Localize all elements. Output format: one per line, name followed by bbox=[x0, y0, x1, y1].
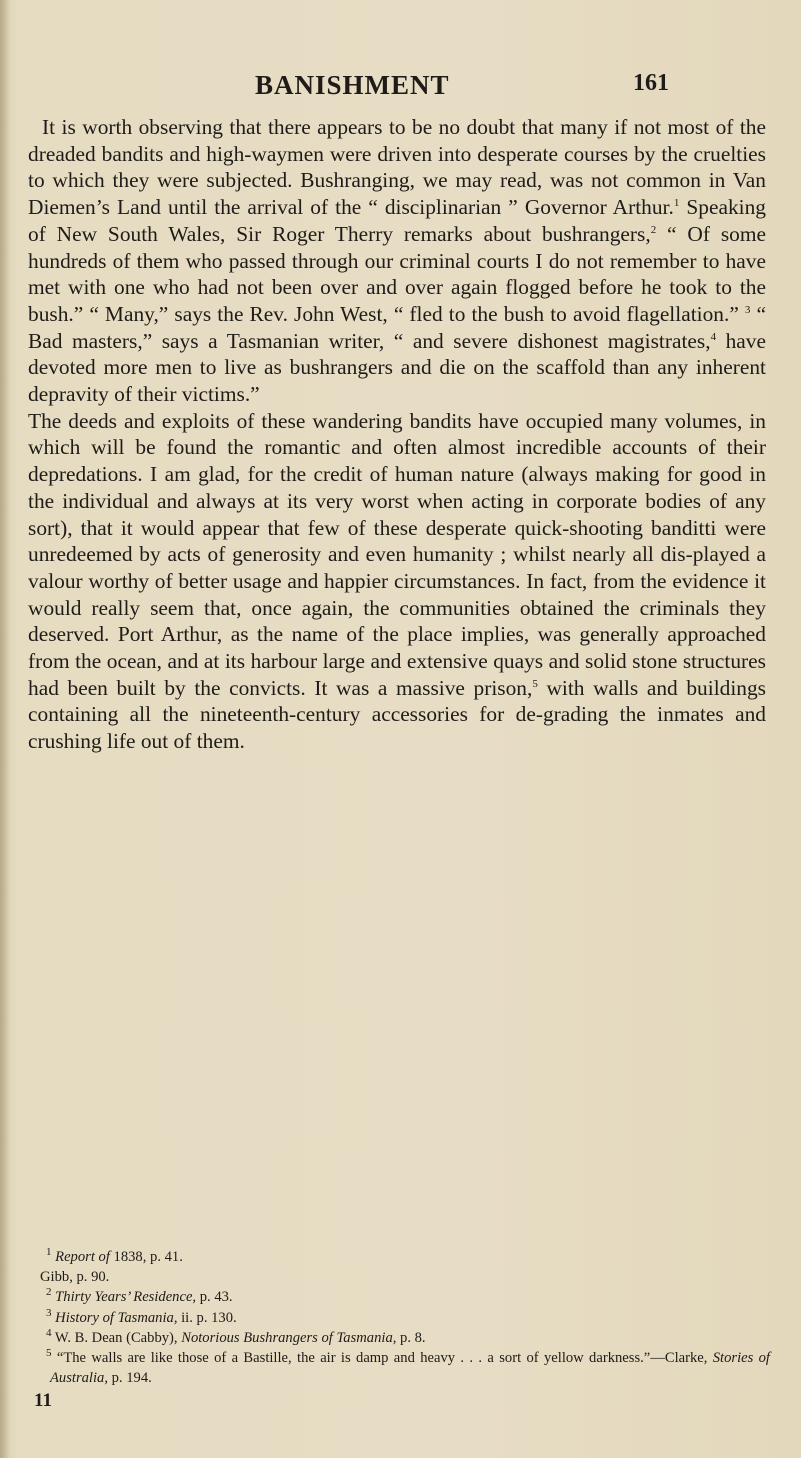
footnote-text: ii. p. 130. bbox=[177, 1309, 237, 1326]
text-run: “ Bad masters,” says a Tasmanian writer, “ and severe dishonest magistrates, bbox=[28, 301, 766, 353]
text-run: have devoted more men to live as bushrangers and die on the scaffold than any inherent depravity of their victims.” bbox=[28, 328, 766, 407]
text-run: “ Of some hundreds of them who passed through our criminal courts I do not remember to have met with one who had not been over and over again flogged before he took to the bush.” “ Many,” says the Rev. John West, “ fled to the bush to avoid flagellation.” bbox=[28, 221, 766, 326]
running-head bbox=[0, 70, 801, 110]
footnote-text: History of Tasmania, bbox=[55, 1309, 178, 1326]
footnote-mark: 4 bbox=[46, 1326, 52, 1339]
text-run: Speaking of New South Wales, Sir Roger Therry remarks about bushrangers, bbox=[28, 195, 766, 246]
text-run: with walls and buildings containing all the nineteenth-century accessories for de-grading the inmates and crushing life out of them. bbox=[28, 675, 766, 754]
footnote bbox=[30, 1348, 770, 1388]
page-number: 161 bbox=[633, 70, 669, 96]
paragraph bbox=[28, 114, 766, 408]
footnote-text: 1838, p. 41. bbox=[109, 1249, 183, 1265]
footnote-ref: 3 bbox=[744, 303, 751, 316]
footnote-mark: 2 bbox=[46, 1286, 52, 1299]
footnote bbox=[30, 1308, 770, 1328]
signature-mark: 11 bbox=[34, 1390, 52, 1412]
footnote-text: Stories of Australia, bbox=[50, 1350, 770, 1387]
footnote-ref: 4 bbox=[710, 330, 717, 343]
footnote bbox=[30, 1287, 770, 1307]
body-text bbox=[28, 114, 766, 755]
footnote-text: Report of bbox=[55, 1249, 110, 1265]
footnote-text: W. B. Dean (Cabby), bbox=[54, 1329, 182, 1346]
footnote-ref: 2 bbox=[650, 223, 657, 236]
footnote-mark: 1 bbox=[46, 1246, 52, 1259]
footnote-text: p. 8. bbox=[396, 1329, 426, 1346]
footnotes bbox=[30, 1247, 770, 1388]
paragraph bbox=[28, 408, 766, 755]
footnote-continuation: Gibb, p. 90. bbox=[40, 1269, 110, 1286]
footnote-ref: 5 bbox=[532, 677, 538, 690]
footnote-text: Thirty Years’ Residence, bbox=[55, 1289, 197, 1306]
footnote-mark: 5 bbox=[46, 1347, 52, 1360]
gutter-shadow bbox=[0, 0, 10, 1458]
footnote-text: p. 43. bbox=[196, 1289, 233, 1306]
footnote-mark: 3 bbox=[46, 1306, 52, 1319]
text-run: The deeds and exploits of these wandering bandits have occupied many volumes, in which will be found the romantic and often almost incredible accounts of their depredations. I am glad, for the credit of human nature (always making for good in the individual and always at its very worst when acting in corporate bodies of any sort), that it would appear that few of these desperate quick-shooting banditti were unredeemed by acts of generosity and even humanity ; whilst nearly all dis-played a valour worthy of better usage and happier circumstances. In fact, from the evidence it would really seem that, once again, the communities obtained the criminals they deserved. Port Arthur, as the name of the place implies, was generally approached from the ocean, and at its harbour large and extensive quays and solid stone structures had been built by the convicts. It was a massive prison, bbox=[28, 408, 766, 700]
footnote-text: “The walls are like those of a Bastille, the air is damp and heavy . . . a sort of yellow darkness.”—Clarke, bbox=[56, 1350, 713, 1367]
footnote-ref: 1 bbox=[673, 196, 680, 209]
running-title: BANISHMENT bbox=[255, 70, 450, 100]
text-run: It is worth observing that there appears to be no doubt that many if not most of the dreaded bandits and high-waymen were driven into desperate courses by the cruelties to which they were subjected. Bushranging, we may read, was not common in Van Diemen’s Land until the arrival of the “ disciplinarian ” Governor Arthur. bbox=[28, 115, 766, 220]
footnote-text: Notorious Bushrangers of Tasmania, bbox=[181, 1329, 397, 1346]
footnote bbox=[30, 1328, 770, 1348]
footnote bbox=[30, 1247, 770, 1267]
footnote-text: p. 194. bbox=[107, 1370, 152, 1387]
